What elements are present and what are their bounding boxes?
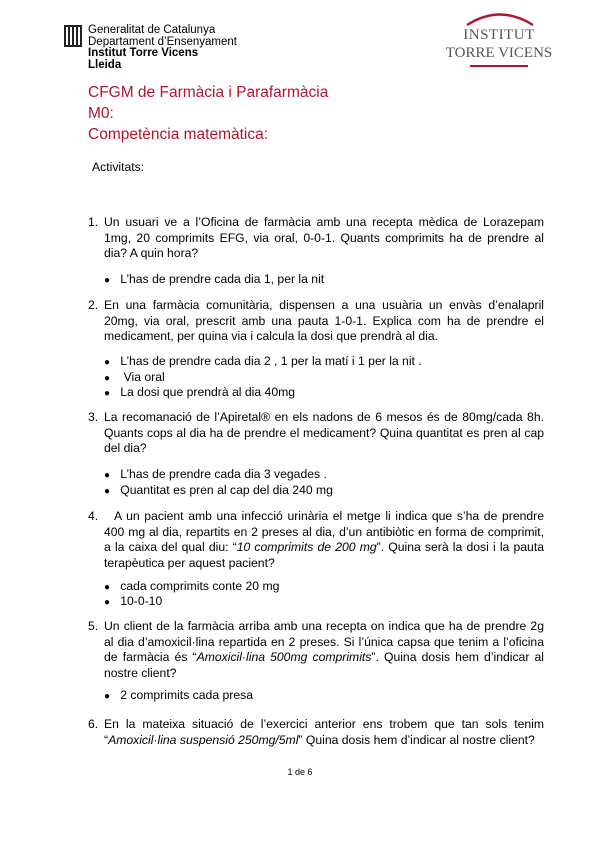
bullet-icon: ● [104,691,111,702]
question-number: 1. [88,215,99,229]
answer-text: Quantitat es pren al cap del dia 240 mg [120,483,333,497]
answer-text: Via oral [120,370,165,384]
question-line: medicament, per quina via i calcula la dosi que prendrà al dia. [104,329,438,344]
question-line: Quants cops al dia ha de prendre el medicament? Quina quantitat es pren al cap [104,425,544,440]
question-line: “ [104,732,109,747]
answer-text: La dosi que prendrà al dia 40mg [120,385,296,399]
question-1-text [104,215,544,262]
answer-text: L’has de prendre cada dia 1, per la nit [120,272,325,286]
bullet-icon: ● [104,275,111,286]
module-title: M0: [88,105,114,122]
question-6-text [104,717,544,748]
bullet-icon: ● [104,486,111,497]
course-title: CFGM de Farmàcia i Parafarmàcia [88,84,329,101]
question-line: ” Quina dosis hem d’indicar al nostre client? [298,732,535,747]
answer-text: L’has de prendre cada dia 3 vegades . [120,467,327,481]
question-line: dia d’amoxicil·lina repartida en 2 preses. Si l’única capsa que tenim a l’oficina de [104,634,544,665]
activities-heading: Activitats: [92,160,145,174]
bullet-icon: ● [104,388,111,399]
org-line-2: Departament d’Ensenyament [88,35,237,48]
question-5-text [104,619,544,681]
answer-text: 2 comprimits cada presa [120,688,253,702]
question-number: 4. [88,509,99,523]
question-line: nostre client? [104,665,177,680]
question-line-italic: 10 comprimits de 200 mg [236,540,377,555]
question-4-text [104,509,544,571]
question-number: 3. [88,410,99,424]
logo-line-2: TORRE VICENS [445,45,553,61]
question-line: Un usuari ve a l’Oficina de farmàcia amb una recepta mèdica de Lorazepam [104,215,544,229]
bullet-icon: ● [104,582,111,593]
question-3-text [104,410,544,457]
question-line: del dia? [104,441,147,456]
answer-item [104,687,253,705]
subject-title: Competència matemàtica: [88,126,269,143]
question-line: A un pacient amb una infecció urinària el metge li indica que s’ha de prendre [114,509,544,523]
logo-arc-icon [465,12,535,26]
bullet-icon: ● [104,373,111,384]
question-line: a la caixa del qual diu: “ [104,540,237,555]
question-line: La recomanació de l’Apiretal® en els nadons de 6 mesos és de 80mg/cada 8h. [104,410,544,424]
bullet-icon: ● [104,597,111,608]
question-line-italic: Amoxicil·lina 500mg comprimits [196,650,372,665]
question-number: 6. [88,717,99,731]
bullet-icon: ● [104,470,111,481]
logo-line-1: INSTITUT [463,27,535,43]
answer-text: 10-0-10 [120,594,163,608]
torre-vicens-logo [440,12,558,72]
question-line: terapèutica per aquest pacient? [104,555,275,570]
org-line-4: Lleida [88,58,122,71]
question-line: ”. Quina serà la dosi i la pauta [376,540,544,555]
org-line-3: Institut Torre Vicens [88,47,199,59]
generalitat-logo-icon [64,25,82,47]
question-number: 2. [88,298,99,312]
question-line: farmàcia és “ [122,650,197,665]
question-line-italic: Amoxicil·lina suspensió 250mg/5ml [108,732,299,747]
answer-item [104,482,333,500]
question-2-text [104,298,544,345]
page-number: 1 de 6 [287,767,313,777]
answer-text: cada comprimits conte 20 mg [120,579,280,593]
answer-item [104,593,162,611]
answer-text: L’has de prendre cada dia 2 , 1 per la matí i 1 per la nit . [120,354,422,368]
question-line: 20mg, via oral, prescrit amb una pauta 1-0-1. Explica com ha de prendre el [104,313,544,328]
question-line: 1mg, 20 comprimits EFG, via oral, 0-0-1. Quants comprimits ha de prendre al [104,230,544,245]
question-line: 400 mg al dia, repartits en 2 preses al dia, d’un antibiòtic en forma de comprimit, [104,524,544,539]
logo-underline [470,65,528,67]
question-number: 5. [88,619,99,633]
question-line: Un client de la farmàcia arriba amb una recepta on indica que ha de prendre 2g al [104,619,544,649]
organization-block [88,25,237,71]
bullet-icon: ● [104,357,111,368]
answer-item [104,271,324,289]
question-line: ”. Quina dosis hem d’indicar al [371,650,544,665]
answer-item [104,384,295,402]
question-line: En la mateixa situació de l’exercici anterior ens trobem que tan sols tenim [104,717,544,731]
question-line: En una farmàcia comunitària, dispensen a una usuària un envàs d’enalapril [104,298,544,312]
question-line: dia? A quin hora? [104,246,199,261]
org-line-1: Generalitat de Catalunya [88,24,216,36]
